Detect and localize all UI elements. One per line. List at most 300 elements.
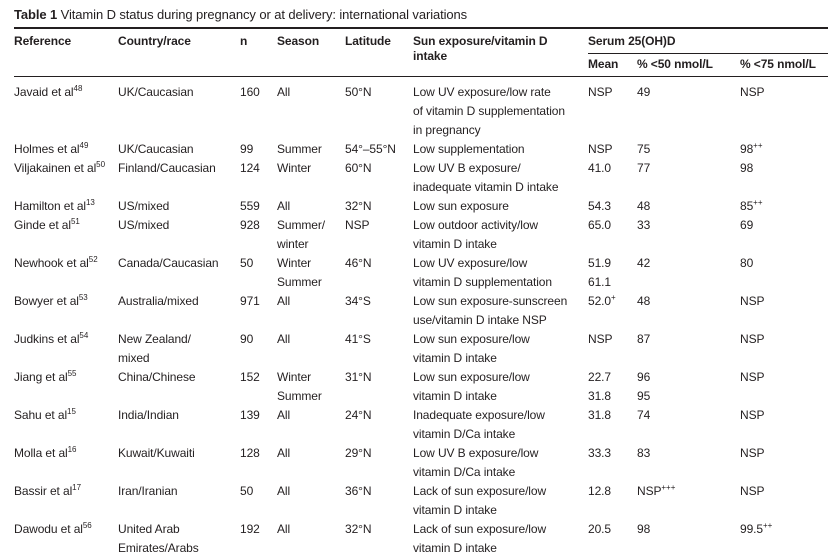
cell-line: Low UV B exposure/ — [413, 159, 584, 178]
cell-line: Hamilton et $al^{13}$ — [14, 197, 114, 216]
cell-line: 50°N — [345, 83, 409, 102]
cell-country — [118, 520, 240, 558]
cell-season — [277, 77, 345, 141]
cell-reference — [14, 292, 118, 330]
cell-line: 77 — [637, 159, 736, 178]
cell-season — [277, 406, 345, 444]
cell-line: US/mixed — [118, 197, 236, 216]
col-header-reference: Reference — [14, 28, 118, 77]
cell-sun — [413, 254, 588, 292]
cell-season — [277, 520, 345, 558]
cell-line: NSP+++ — [637, 482, 736, 501]
cell-pct75 — [740, 330, 828, 368]
cell-line: Summer — [277, 140, 341, 159]
cell-mean — [588, 330, 637, 368]
cell-line: 20.5 — [588, 520, 633, 539]
cell-season — [277, 292, 345, 330]
cell-latitude — [345, 406, 413, 444]
cell-line: 41.0 — [588, 159, 633, 178]
cell-n — [240, 216, 277, 254]
cell-n — [240, 292, 277, 330]
superscript-note: ++ — [753, 198, 762, 207]
cell-line: Sahu et $al^{15}$ — [14, 406, 114, 425]
cell-line: All — [277, 330, 341, 349]
cell-mean — [588, 482, 637, 520]
cell-line: 29°N — [345, 444, 409, 463]
cell-line: NSP — [740, 368, 824, 387]
cell-line: 124 — [240, 159, 273, 178]
cell-line: 32°N — [345, 197, 409, 216]
cell-line: UK/Caucasian — [118, 140, 236, 159]
cell-line: 36°N — [345, 482, 409, 501]
cell-line: 99 — [240, 140, 273, 159]
cell-latitude — [345, 216, 413, 254]
cell-mean — [588, 197, 637, 216]
cell-line: of vitamin D supplementation — [413, 102, 584, 121]
cell-line: 12.8 — [588, 482, 633, 501]
cell-line: 60°N — [345, 159, 409, 178]
table-row — [14, 482, 828, 520]
table-row — [14, 197, 828, 216]
cell-country — [118, 368, 240, 406]
table-title-text: Vitamin D status during pregnancy or at delivery: international variations — [61, 7, 467, 22]
superscript-note: 17 — [72, 483, 81, 492]
cell-line: Low outdoor activity/low — [413, 216, 584, 235]
cell-country — [118, 330, 240, 368]
superscript-note: 53 — [79, 293, 88, 302]
cell-pct75 — [740, 197, 828, 216]
cell-line: 48 — [637, 292, 736, 311]
cell-line: 98 — [740, 159, 824, 178]
cell-line: Javaid et $al^{48}$ — [14, 83, 114, 102]
cell-line: 61.1 — [588, 273, 633, 292]
cell-line: Kuwait/Kuwaiti — [118, 444, 236, 463]
cell-pct75 — [740, 140, 828, 159]
cell-latitude — [345, 520, 413, 558]
superscript-note: 15 — [67, 407, 76, 416]
cell-line: 928 — [240, 216, 273, 235]
cell-latitude — [345, 140, 413, 159]
cell-line: Inadequate exposure/low — [413, 406, 584, 425]
cell-line: NSP — [740, 406, 824, 425]
cell-mean — [588, 254, 637, 292]
cell-line: 96 — [637, 368, 736, 387]
cell-line: Low sun exposure-sunscreen — [413, 292, 584, 311]
cell-line: 99.5++ — [740, 520, 824, 539]
cell-reference — [14, 254, 118, 292]
cell-season — [277, 330, 345, 368]
cell-line: NSP — [740, 444, 824, 463]
cell-line: 31.8 — [588, 387, 633, 406]
table-row — [14, 77, 828, 141]
cell-reference — [14, 140, 118, 159]
cell-sun — [413, 482, 588, 520]
cell-n — [240, 159, 277, 197]
cell-line: NSP — [740, 330, 824, 349]
cell-line: Winter — [277, 254, 341, 273]
cell-line: 49 — [637, 83, 736, 102]
cell-line: Winter — [277, 368, 341, 387]
cell-line: 90 — [240, 330, 273, 349]
cell-line: 139 — [240, 406, 273, 425]
cell-line: NSP — [740, 482, 824, 501]
cell-sun — [413, 77, 588, 141]
cell-sun — [413, 520, 588, 558]
cell-reference — [14, 520, 118, 558]
cell-line: Low supplementation — [413, 140, 584, 159]
cell-line: vitamin D/Ca intake — [413, 425, 584, 444]
cell-line: 95 — [637, 387, 736, 406]
cell-latitude — [345, 368, 413, 406]
cell-season — [277, 159, 345, 197]
table-row — [14, 444, 828, 482]
cell-line: All — [277, 83, 341, 102]
cell-line: 24°N — [345, 406, 409, 425]
cell-line: Holmes et $al^{49}$ — [14, 140, 114, 159]
cell-line: 41°S — [345, 330, 409, 349]
cell-latitude — [345, 159, 413, 197]
cell-mean — [588, 406, 637, 444]
cell-line: 51.9 — [588, 254, 633, 273]
cell-line: Emirates/Arabs — [118, 539, 236, 558]
cell-reference — [14, 216, 118, 254]
cell-pct50 — [637, 330, 740, 368]
cell-line: 31°N — [345, 368, 409, 387]
cell-line: 98++ — [740, 140, 824, 159]
cell-country — [118, 197, 240, 216]
cell-pct50 — [637, 159, 740, 197]
cell-line: NSP — [345, 216, 409, 235]
cell-line: All — [277, 520, 341, 539]
cell-line: NSP — [740, 83, 824, 102]
cell-line: 80 — [740, 254, 824, 273]
cell-pct50 — [637, 140, 740, 159]
cell-country — [118, 406, 240, 444]
superscript-note: 55 — [68, 369, 77, 378]
superscript-note: 50 — [96, 160, 105, 169]
table-row — [14, 159, 828, 197]
cell-line: All — [277, 292, 341, 311]
cell-line: Low sun exposure — [413, 197, 584, 216]
col-header-pct75: % <75 nmol/L — [740, 54, 828, 77]
cell-line: 22.7 — [588, 368, 633, 387]
table-body — [14, 77, 828, 558]
cell-line: Jiang et $al^{55}$ — [14, 368, 114, 387]
cell-line: NSP — [740, 292, 824, 311]
cell-line: Dawodu et $al^{56}$ — [14, 520, 114, 539]
cell-mean — [588, 368, 637, 406]
cell-line: NSP — [588, 330, 633, 349]
cell-n — [240, 368, 277, 406]
cell-line: Finland/Caucasian — [118, 159, 236, 178]
cell-mean — [588, 292, 637, 330]
cell-line: 559 — [240, 197, 273, 216]
cell-reference — [14, 444, 118, 482]
cell-sun — [413, 444, 588, 482]
cell-line: 46°N — [345, 254, 409, 273]
cell-latitude — [345, 77, 413, 141]
cell-line: Ginde et $al^{51}$ — [14, 216, 114, 235]
cell-line: 87 — [637, 330, 736, 349]
cell-line: Molla et $al^{16}$ — [14, 444, 114, 463]
cell-line: Viljakainen et $al^{50}$ — [14, 159, 114, 178]
cell-pct75 — [740, 77, 828, 141]
table-title — [14, 7, 828, 23]
cell-line: 192 — [240, 520, 273, 539]
cell-line: 83 — [637, 444, 736, 463]
cell-country — [118, 77, 240, 141]
cell-sun — [413, 368, 588, 406]
cell-country — [118, 444, 240, 482]
data-table — [14, 27, 828, 558]
table-row — [14, 292, 828, 330]
superscript-note: 54 — [79, 331, 88, 340]
cell-line: All — [277, 482, 341, 501]
cell-line: Low sun exposure/low — [413, 330, 584, 349]
table-row — [14, 216, 828, 254]
cell-pct50 — [637, 197, 740, 216]
cell-pct75 — [740, 254, 828, 292]
cell-sun — [413, 216, 588, 254]
table-row — [14, 406, 828, 444]
superscript-note: 51 — [71, 217, 80, 226]
cell-latitude — [345, 197, 413, 216]
cell-sun — [413, 330, 588, 368]
cell-n — [240, 482, 277, 520]
cell-line: 75 — [637, 140, 736, 159]
cell-line: Iran/Iranian — [118, 482, 236, 501]
table-row — [14, 330, 828, 368]
cell-n — [240, 77, 277, 141]
table-header — [14, 28, 828, 77]
table-row — [14, 368, 828, 406]
cell-latitude — [345, 292, 413, 330]
cell-line: vitamin D intake — [413, 501, 584, 520]
cell-season — [277, 444, 345, 482]
cell-country — [118, 482, 240, 520]
col-header-serum-group: Serum 25(OH)D — [588, 28, 828, 54]
cell-line: 69 — [740, 216, 824, 235]
superscript-note: + — [611, 293, 616, 302]
cell-line: Australia/mixed — [118, 292, 236, 311]
cell-reference — [14, 197, 118, 216]
cell-mean — [588, 444, 637, 482]
cell-season — [277, 197, 345, 216]
table-title-label: Table 1 — [14, 7, 57, 22]
cell-season — [277, 140, 345, 159]
cell-pct75 — [740, 444, 828, 482]
cell-line: 50 — [240, 482, 273, 501]
cell-line: Lack of sun exposure/low — [413, 520, 584, 539]
cell-season — [277, 216, 345, 254]
superscript-note: ++ — [763, 521, 772, 530]
cell-mean — [588, 77, 637, 141]
cell-country — [118, 216, 240, 254]
superscript-note: 16 — [68, 445, 77, 454]
header-row-main — [14, 28, 828, 54]
cell-line: mixed — [118, 349, 236, 368]
cell-line: All — [277, 197, 341, 216]
cell-n — [240, 444, 277, 482]
cell-n — [240, 520, 277, 558]
cell-line: New Zealand/ — [118, 330, 236, 349]
cell-season — [277, 254, 345, 292]
cell-line: vitamin D intake — [413, 539, 584, 558]
cell-sun — [413, 292, 588, 330]
cell-line: Bowyer et $al^{53}$ — [14, 292, 114, 311]
cell-line: vitamin D intake — [413, 387, 584, 406]
cell-line: UK/Caucasian — [118, 83, 236, 102]
cell-line: Low UV exposure/low rate — [413, 83, 584, 102]
cell-line: 98 — [637, 520, 736, 539]
cell-line: in pregnancy — [413, 121, 584, 140]
cell-pct75 — [740, 216, 828, 254]
cell-line: 54.3 — [588, 197, 633, 216]
cell-line: Winter — [277, 159, 341, 178]
col-header-latitude: Latitude — [345, 28, 413, 77]
cell-pct75 — [740, 520, 828, 558]
cell-line: 33.3 — [588, 444, 633, 463]
cell-sun — [413, 159, 588, 197]
cell-line: Canada/Caucasian — [118, 254, 236, 273]
col-header-pct50: % <50 nmol/L — [637, 54, 740, 77]
cell-line: 74 — [637, 406, 736, 425]
cell-pct75 — [740, 406, 828, 444]
table-row — [14, 254, 828, 292]
superscript-note: 48 — [74, 84, 83, 93]
cell-latitude — [345, 482, 413, 520]
cell-pct50 — [637, 292, 740, 330]
cell-line: vitamin D intake — [413, 349, 584, 368]
superscript-note: 49 — [80, 141, 89, 150]
cell-latitude — [345, 444, 413, 482]
cell-pct50 — [637, 254, 740, 292]
cell-pct50 — [637, 216, 740, 254]
cell-line: 160 — [240, 83, 273, 102]
cell-line: 128 — [240, 444, 273, 463]
cell-country — [118, 292, 240, 330]
cell-line: winter — [277, 235, 341, 254]
cell-line: 971 — [240, 292, 273, 311]
cell-country — [118, 140, 240, 159]
cell-pct50 — [637, 482, 740, 520]
cell-line: NSP — [588, 83, 633, 102]
cell-line: 34°S — [345, 292, 409, 311]
cell-season — [277, 368, 345, 406]
table-row — [14, 140, 828, 159]
superscript-note: ++ — [753, 141, 762, 150]
cell-pct75 — [740, 159, 828, 197]
cell-line: Low sun exposure/low — [413, 368, 584, 387]
cell-line: US/mixed — [118, 216, 236, 235]
col-header-n: n — [240, 28, 277, 77]
superscript-note: 56 — [83, 521, 92, 530]
cell-line: 42 — [637, 254, 736, 273]
cell-line: vitamin D/Ca intake — [413, 463, 584, 482]
cell-pct75 — [740, 292, 828, 330]
cell-line: Judkins et $al^{54}$ — [14, 330, 114, 349]
cell-n — [240, 197, 277, 216]
col-header-mean: Mean — [588, 54, 637, 77]
cell-line: India/Indian — [118, 406, 236, 425]
cell-latitude — [345, 330, 413, 368]
cell-line: 48 — [637, 197, 736, 216]
cell-line: inadequate vitamin D intake — [413, 178, 584, 197]
superscript-note: 52 — [89, 255, 98, 264]
cell-line: Low UV B exposure/low — [413, 444, 584, 463]
cell-sun — [413, 197, 588, 216]
cell-line: 152 — [240, 368, 273, 387]
table-row — [14, 520, 828, 558]
cell-n — [240, 254, 277, 292]
cell-line: 50 — [240, 254, 273, 273]
col-header-sun-exposure: Sun exposure/vitamin D intake — [413, 28, 588, 77]
cell-pct75 — [740, 368, 828, 406]
cell-line: 33 — [637, 216, 736, 235]
cell-reference — [14, 77, 118, 141]
cell-reference — [14, 159, 118, 197]
cell-pct50 — [637, 406, 740, 444]
cell-mean — [588, 140, 637, 159]
cell-line: Summer — [277, 273, 341, 292]
cell-sun — [413, 406, 588, 444]
cell-line: Summer/ — [277, 216, 341, 235]
cell-line: Bassir et $al^{17}$ — [14, 482, 114, 501]
cell-line: 31.8 — [588, 406, 633, 425]
cell-line: 85++ — [740, 197, 824, 216]
cell-line: vitamin D supplementation — [413, 273, 584, 292]
cell-n — [240, 140, 277, 159]
cell-line: 54°–55°N — [345, 140, 409, 159]
cell-pct50 — [637, 77, 740, 141]
cell-n — [240, 330, 277, 368]
cell-country — [118, 254, 240, 292]
cell-mean — [588, 520, 637, 558]
cell-pct50 — [637, 444, 740, 482]
superscript-note: 13 — [86, 198, 95, 207]
cell-reference — [14, 330, 118, 368]
cell-mean — [588, 159, 637, 197]
cell-pct50 — [637, 520, 740, 558]
col-header-season: Season — [277, 28, 345, 77]
cell-line: NSP — [588, 140, 633, 159]
cell-line: 52.0+ — [588, 292, 633, 311]
cell-line: Summer — [277, 387, 341, 406]
cell-pct50 — [637, 368, 740, 406]
cell-latitude — [345, 254, 413, 292]
cell-line: Newhook et $al^{52}$ — [14, 254, 114, 273]
cell-n — [240, 406, 277, 444]
superscript-note: +++ — [661, 483, 675, 492]
cell-line: United Arab — [118, 520, 236, 539]
cell-line: All — [277, 406, 341, 425]
cell-reference — [14, 482, 118, 520]
cell-reference — [14, 406, 118, 444]
cell-line: 32°N — [345, 520, 409, 539]
cell-line: Low UV exposure/low — [413, 254, 584, 273]
cell-line: 65.0 — [588, 216, 633, 235]
cell-country — [118, 159, 240, 197]
cell-sun — [413, 140, 588, 159]
cell-line: vitamin D intake — [413, 235, 584, 254]
cell-season — [277, 482, 345, 520]
cell-line: China/Chinese — [118, 368, 236, 387]
cell-line: Lack of sun exposure/low — [413, 482, 584, 501]
cell-mean — [588, 216, 637, 254]
cell-line: All — [277, 444, 341, 463]
cell-line: use/vitamin D intake NSP — [413, 311, 584, 330]
col-header-country: Country/race — [118, 28, 240, 77]
